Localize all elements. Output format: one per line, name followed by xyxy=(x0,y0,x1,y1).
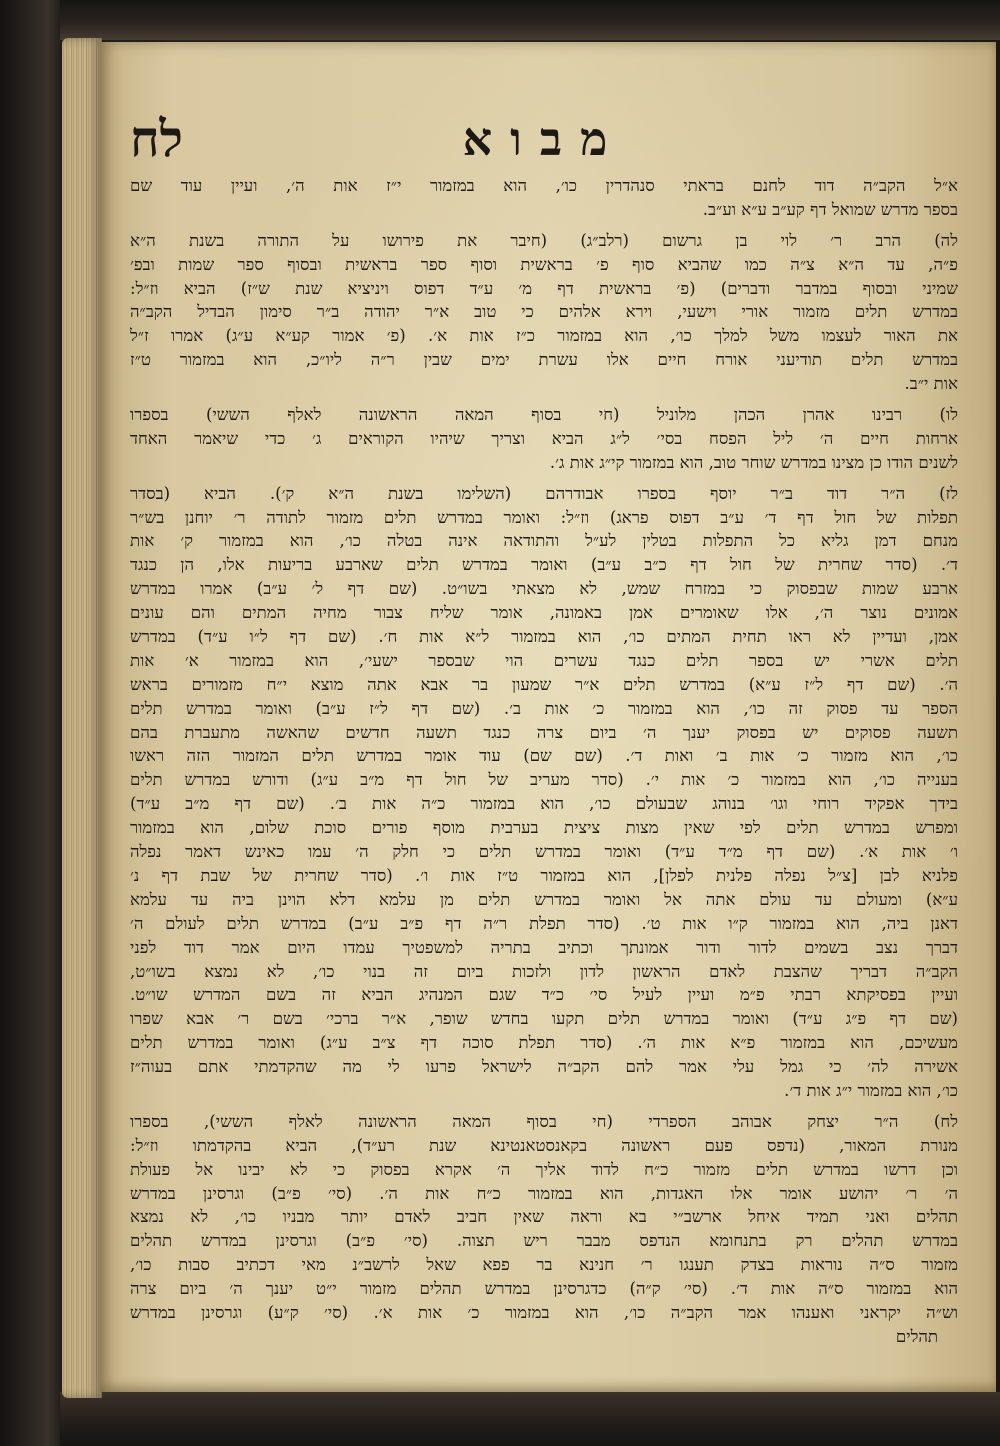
text-line: לשנים הודו כן מצינו במדרש שוחר טוב, הוא במזמור קי״ג אות ג׳. xyxy=(549,452,958,472)
text-line: לז) ה״ר דוד ב״ר יוסף בספרו אבודרהם (השלימו בשנת ה״א ק׳). הביא (בסדר xyxy=(130,483,958,503)
text-line: ה׳ ר׳ יהושע אומר אלו האגדות, הוא במזמור כ״ח אות ה׳. (סי׳ פ״ב) וגרסינן במדרש xyxy=(130,1183,958,1203)
text-line: ועיין בפסיקתא רבתי פ״מ ועיין לעיל סי׳ כ״ד שגם המנהיג הביא זה בשם המדרש שו״ט. xyxy=(130,985,958,1005)
text-line: אמונים נוצר ה׳, אלו שאומרים אמן באמונה, אומר שליח צבור מחיה המתים והם עונים xyxy=(130,603,958,623)
page-title: מבוא xyxy=(462,112,626,166)
text-line: תשעה פסוקים יש בפסוק יענך ה׳ ביום צרה כנגד תשעה חדשים שהאשה מתעברת בהם xyxy=(130,722,958,742)
text-line: דברך נצב בשמים לדור ודור אמונתך וכתיב בתריה למשפטיך עמדו היום אמר דוד לפני xyxy=(130,937,958,957)
text-line: לה) הרב ר׳ לוי בן גרשום (רלב״ג) (חיבר את פירושו על התורה בשנת ה״א xyxy=(130,230,958,250)
text-line: ע״א) ומעולם עד עולם אתה אל ואומר במדרש תלים מן עלמא דלא הוינן ביה עד עלמא xyxy=(130,889,958,909)
paragraph xyxy=(130,229,958,396)
text-line: לו) רבינו אהרן הכהן מלוניל (חי בסוף המאה הראשונה לאלף הששי) בספרו xyxy=(130,405,958,425)
text-line: הספר עד פסוק זה כו׳, הוא במזמור כ׳ אות ב׳. (שם דף ל״ז ע״ב) ואומר במדרש תלים xyxy=(130,698,958,718)
text-line: מנחם דמן גליא כל התפלות בטלין לע״ל והתודאה אינה בטלה כו׳, הוא במזמור ק׳ אות xyxy=(130,531,958,551)
book-cover-left xyxy=(0,0,64,1446)
text-line: כו׳, הוא מזמור כ׳ אות ב׳ ואות ד׳. (שם שם) עוד אומר במדרש תלים המזמור הזה ראשו xyxy=(130,746,958,766)
text-line: ה׳. (שם דף ל״ז ע״א) במדרש תלים א״ר שמעון בר אבא אתה מוצא י״ח מזמורים בראש xyxy=(130,674,958,694)
text-line: מזמור ס״ה נוראות בצדק תענגו ר׳ חנינא בר פפא שאל לרשב״נ מאי דכתיב סבות כו׳, xyxy=(130,1255,958,1275)
text-line: פ״ה, עד ה״א צ״ה כמו שהביא סוף פ׳ בראשית וסוף ספר בראשית ובסוף ספר שמות ובפ׳ xyxy=(130,254,958,274)
text-line: וכן דרשו במדרש תלים מזמור כ״ח לדוד אליך ה׳ אקרא בפסוק כי לא יבינו אל פעולת xyxy=(130,1159,958,1179)
text-line: שמיני ובסוף במדבר ודברים) (פ׳ בראשית דף מ׳ ע״ד דפוס ויניציא שנת ש״ז) הביא וז״ל: xyxy=(130,278,958,298)
text-line: הוא במזמור ס״ה אות ד׳. (סי׳ ק״ה) כדגרסינן במדרש תהלים מזמור י״ט יענך ה׳ ביום צרה xyxy=(130,1279,958,1299)
text-line: (שם דף פ״ג ע״ד) ואומר במדרש תלים תקעו בחדש שופר, א״ר ברכי׳ בשם ר׳ אבא שפרו xyxy=(130,1009,958,1029)
text-line: דאנן ביה, הוא במזמור ק״ו אות ט׳. (סדר תפלת ר״ה דף פ״ב ע״ב) במדרש תלים לעולם ה׳ xyxy=(130,913,958,933)
catchword: תהלים xyxy=(895,1326,938,1346)
page-header xyxy=(130,110,958,168)
book-cover-top xyxy=(60,0,1000,40)
text-line: ארבע שמות שבפסוק כי במזרח שמש, לא מצאתי בשו״ט. (שם דף ל׳ ע״ב) אמרו במדרש xyxy=(130,579,958,599)
text-line: ומפרש במדרש תלים לפי שאין מצות ציצית בערבית מוסף פורים סוכת שלום, הוא במזמור xyxy=(130,818,958,838)
book-cover-bottom xyxy=(60,1392,1000,1446)
paragraph xyxy=(130,482,958,1103)
text-line: אשירה לה׳ כי גמל עלי אמר להם הקב״ה לישראל פרעו לי מה שהקדמתי אתם בעוה״ז xyxy=(130,1057,958,1077)
text-line: מנורת המאור, (נדפס פעם ראשונה בקאנסטאנטינא שנת רע״ד), הביא בהקדמתו וז״ל: xyxy=(130,1135,958,1155)
text-line: במדרש תלים מזמור אורי וישעי, וירא אלהים כי טוב א״ר יהודה ב״ר סימון הבדיל הקב״ה xyxy=(130,302,958,322)
book-page xyxy=(100,42,996,1392)
text-line: ו׳ אות א׳. (שם דף מ״ד ע״ד) ואומר במדרש תלים כי חלק ה׳ עמו כאינש דאמר נפלה xyxy=(130,842,958,862)
text-line: תלים אשרי יש בספר תלים כנגד עשרים הוי שבספר ישעי׳, הוא במזמור א׳ אות xyxy=(130,650,958,670)
text-line: אמן, ועדיין לא ראו תחית המתים כו׳, הוא במזמור ל״א אות ח׳. (שם דף ל״ו ע״ד) במדרש xyxy=(130,627,958,647)
text-line: במדרש תלים תודיעני אורח חיים אלו עשרת ימים שבין ר״ה ליו״כ, הוא במזמור ט״ז xyxy=(130,350,958,370)
text-line: אות י״ב. xyxy=(904,374,958,394)
text-line: את האור לעצמו משל למלך כו׳, הוא במזמור כ״ז אות א׳. (פ׳ אמור קע״א ע״ג) אמרו ז״ל xyxy=(130,326,958,346)
text-line: א״ל הקב״ה דוד לחנם בראתי סנהדרין כו׳, הוא במזמור י״ז אות ה׳, ועיין עוד שם xyxy=(130,176,958,195)
paragraph xyxy=(130,174,958,222)
text-line: ד׳. (סדר שחרית של חול דף כ״ב ע״ב) ואומר במדרש תלים שארבע בריעות אלו, הן כנגד xyxy=(130,555,958,575)
text-line: וש״ה יקראני ואענהו אמר הקב״ה כו׳, הוא במזמור כ׳ אות א׳. (סי׳ ק״ע) וגרסינן במדרש xyxy=(130,1302,958,1322)
text-line: ארחות חיים ה׳ ליל הפסח בסי׳ ל״ג הביא וצריך שיהיו הקוראים ג׳ כדי שיאמר האחד xyxy=(130,428,958,448)
text-line: כו׳, הוא במזמור י״ג אות ד׳. xyxy=(784,1080,958,1100)
text-line: תפלות של חול דף ד׳ ע״ב דפוס פראג) וז״ל: ואומר במדרש תלים מזמור לתודה ר׳ יוחנן בש״ר xyxy=(130,507,958,527)
paragraph xyxy=(130,403,958,475)
text-line: בידך אפקיד רוחי וגו׳ בנוהג שבעולם כו׳, הוא במזמור כ״ה אות ב׳. (שם דף מ״ב ע״ד) xyxy=(130,794,958,814)
text-line: פלניא לבן [צ״ל נפלה פלנית לפלן], הוא במזמור ט״ז אות ו׳. (סדר שחרית של שבת דף נ׳ xyxy=(130,865,958,885)
paragraph xyxy=(130,1110,958,1349)
text-line: בענייה כו׳, הוא במזמור כ׳ אות י׳. (סדר מעריב של חול דף מ״ב ע״ג) ודורש במדרש תלים xyxy=(130,770,958,790)
paragraphs-container xyxy=(130,174,958,1349)
text-line: הקב״ה דבריך שהצבת לאדם הראשון לדון ולזכות ביום זה בנוי כו׳, לא נמצא בשו״ט, xyxy=(130,961,958,981)
text-line: בספר מדרש שמואל דף קע״ב ע״א וע״ב. xyxy=(702,199,958,219)
text-line: במדרש תהלים רק בתנחומא הנדפס מבבר ריש תצוה. (סי׳ פ״ב) וגרסינן במדרש תהלים xyxy=(130,1231,958,1251)
text-line: מעשיכם, הוא במזמור פ״א אות ה׳. (סדר תפלת סוכה דף צ״ב ע״ג) ואומר במדרש תלים xyxy=(130,1033,958,1053)
page-edges xyxy=(62,38,102,1398)
text-line: לח) ה״ר יצחק אבוהב הספרדי (חי בסוף המאה הראשונה לאלף הששי), בספרו xyxy=(130,1111,958,1131)
page-text-block xyxy=(130,110,958,1356)
text-line: תהלים ואני תמיד איחל ארשב״י בא וראה שאין חביב לאדם יותר מבניו כו׳, לא נמצא xyxy=(130,1207,958,1227)
page-number: לח xyxy=(130,109,183,168)
